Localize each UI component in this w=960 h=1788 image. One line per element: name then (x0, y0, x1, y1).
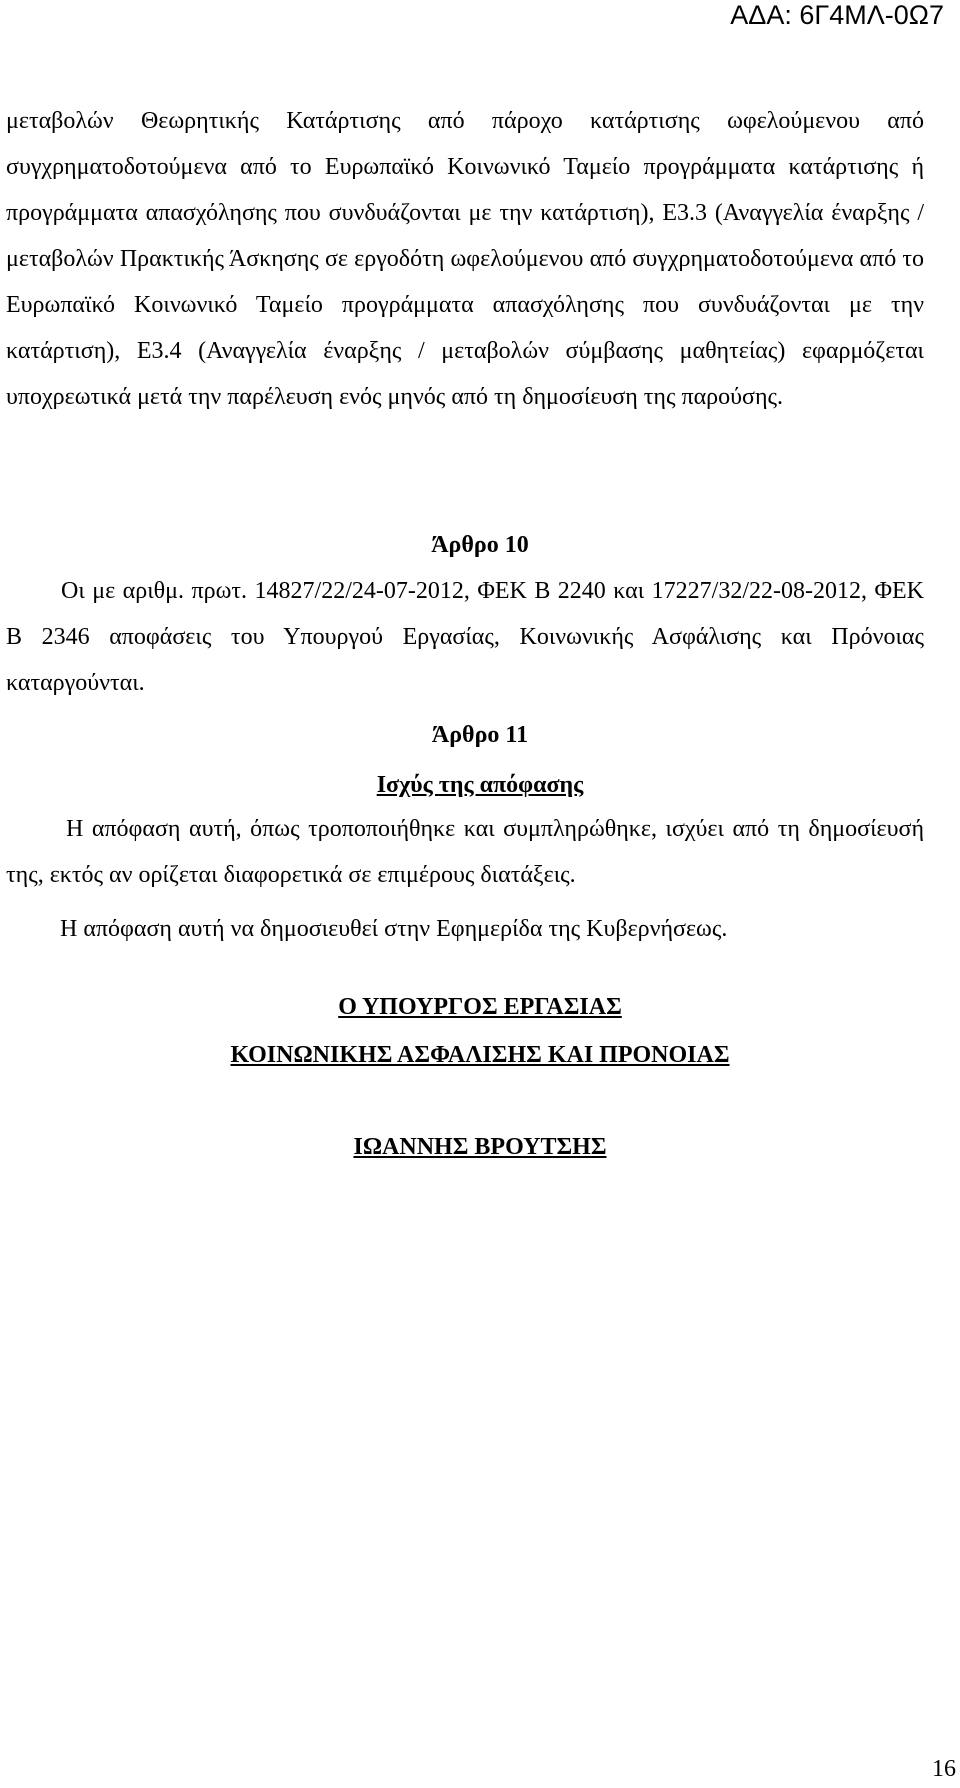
signature-title-line-2: ΚΟΙΝΩΝΙΚΗΣ ΑΣΦΑΛΙΣΗΣ ΚΑΙ ΠΡΟΝΟΙΑΣ (230, 1042, 730, 1068)
paragraph-continuation: μεταβολών Θεωρητικής Κατάρτισης από πάροχο κατάρτισης ωφελούμενου από συγχρηματοδοτούμενα από το Ευρωπαϊκό Κοινωνικό Ταμείο προγράμματα κατάρτισης ή προγράμματα απασχόλησης που συνδυάζονται με την κατάρτιση), Ε3.3 (Αναγγελία έναρξης / μεταβολών Πρακτικής Άσκησης σε εργοδότη ωφελούμενου από συγχρηματοδοτούμενα από το Ευρωπαϊκό Κοινωνικό Ταμείο προγράμματα απασχόλησης που συνδυάζονται με την κατάρτιση), Ε3.4 (Αναγγελία έναρξης / μεταβολών σύμβασης μαθητείας) εφαρμόζεται υποχρεωτικά μετά την παρέλευση ενός μηνός από τη δημοσίευση της παρούσης. (6, 108, 924, 410)
page-number: 16 (932, 1756, 956, 1782)
ada-code: ΑΔΑ: 6Γ4ΜΛ-0Ω7 (730, 0, 944, 30)
signature-name: ΙΩΑΝΝΗΣ ΒΡΟΥΤΣΗΣ (353, 1134, 607, 1160)
article-10-heading: Άρθρο 10 (431, 532, 529, 558)
signature-title-line-1: Ο ΥΠΟΥΡΓΟΣ ΕΡΓΑΣΙΑΣ (338, 994, 622, 1020)
paragraph-article-10: Οι με αριθμ. πρωτ. 14827/22/24-07-2012, ΦΕΚ Β 2240 και 17227/32/22-08-2012, ΦΕΚ Β 2346 αποφάσεις του Υπουργού Εργασίας, Κοινωνικής Ασφάλισης και Πρόνοιας καταργούνται. (6, 578, 924, 696)
paragraph-article-11: Η απόφαση αυτή, όπως τροποποιήθηκε και συμπληρώθηκε, ισχύει από τη δημοσίευσή της, εκτός αν ορίζεται διαφορετικά σε επιμέρους διατάξεις. (6, 816, 924, 888)
article-11-heading: Άρθρο 11 (431, 722, 529, 748)
paragraph-publication-order: Η απόφαση αυτή να δημοσιευθεί στην Εφημερίδα της Κυβερνήσεως. (60, 916, 728, 942)
article-11-subtitle: Ισχύς της απόφασης (376, 772, 584, 798)
